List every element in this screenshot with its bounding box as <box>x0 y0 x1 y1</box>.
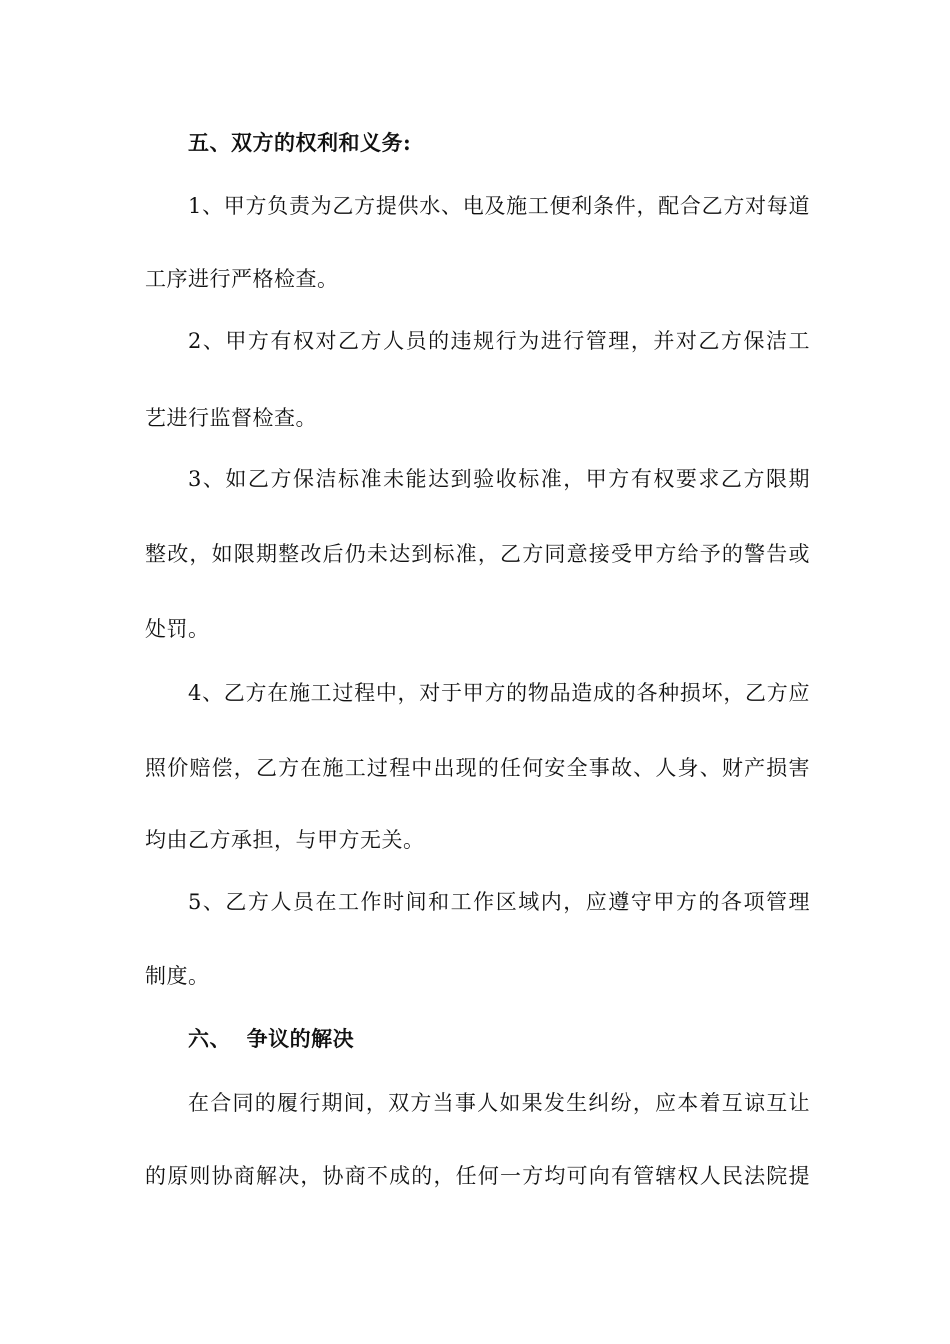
section-5-heading: 五、双方的权利和义务: <box>188 130 412 155</box>
clause-3-line-1: 3、如乙方保洁标准未能达到验收标准，甲方有权要求乙方限期 <box>188 467 810 491</box>
clause-4-line-3: 均由乙方承担，与甲方无关。 <box>145 828 425 852</box>
clause-4-line-1: 4、乙方在施工过程中，对于甲方的物品造成的各种损坏，乙方应 <box>188 681 810 705</box>
clause-2-line-2: 艺进行监督检查。 <box>145 406 317 430</box>
clause-5-line-1: 5、乙方人员在工作时间和工作区域内，应遵守甲方的各项管理 <box>188 890 810 914</box>
clause-4-line-2: 照价赔偿，乙方在施工过程中出现的任何安全事故、人身、财产损害 <box>145 756 810 780</box>
clause-2-line-1: 2、甲方有权对乙方人员的违规行为进行管理，并对乙方保洁工 <box>188 329 810 353</box>
clause-1-line-2: 工序进行严格检查。 <box>145 267 339 291</box>
clause-3-line-3: 处罚。 <box>145 617 210 641</box>
clause-5-line-2: 制度。 <box>145 964 210 988</box>
clause-3-line-2: 整改，如限期整改后仍未达到标准，乙方同意接受甲方给予的警告或 <box>145 542 810 566</box>
clause-1-line-1: 1、甲方负责为乙方提供水、电及施工便利条件，配合乙方对每道 <box>188 194 810 218</box>
section-6-line-1: 在合同的履行期间，双方当事人如果发生纠纷，应本着互谅互让 <box>188 1091 810 1115</box>
section-6-line-2: 的原则协商解决，协商不成的，任何一方均可向有管辖权人民法院提 <box>145 1164 810 1188</box>
section-6-heading: 六、 争议的解决 <box>188 1026 355 1051</box>
